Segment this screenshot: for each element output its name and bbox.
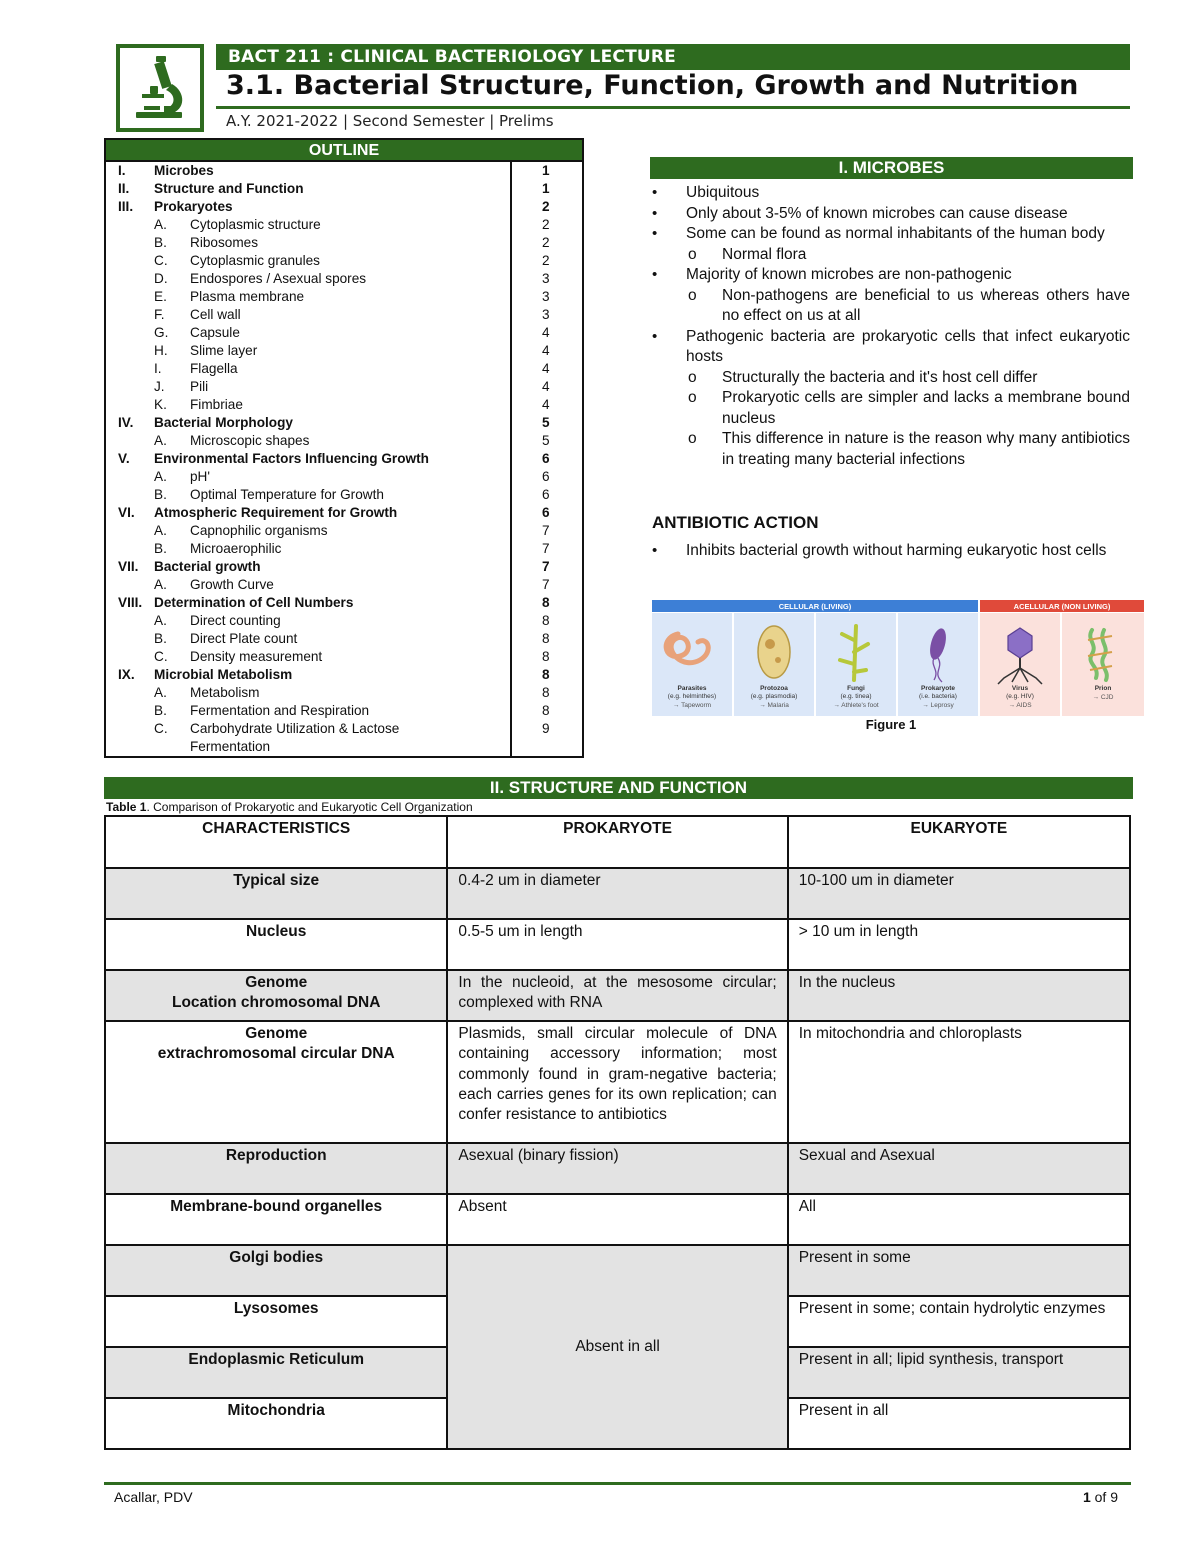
- outline-item: [106, 504, 582, 522]
- outline-item-title: Capsule: [190, 325, 240, 340]
- figure-caption: Figure 1: [865, 717, 917, 732]
- eukaryote-cell: Present in some: [788, 1245, 1130, 1296]
- outline-item: [106, 360, 582, 378]
- outline-item-page: 8: [542, 667, 550, 682]
- outline-item: [106, 594, 582, 612]
- outline-item-page: 3: [542, 307, 550, 322]
- bullet-item: • Only about 3-5% of known microbes can cause disease: [652, 204, 1130, 225]
- table-row: [105, 1143, 1130, 1194]
- outline-item-page: 9: [542, 721, 550, 736]
- outline-item-number: VIII.: [118, 595, 143, 610]
- eukaryote-cell: In the nucleus: [788, 970, 1130, 1021]
- outline-item: [106, 324, 582, 342]
- figure-panel-example: (e.g. HIV): [1006, 693, 1034, 700]
- outline-item: [106, 630, 582, 648]
- outline-heading: OUTLINE: [106, 140, 582, 162]
- page-number: [1083, 1489, 1118, 1505]
- figure-panel-example: (e.g. plasmodia): [750, 693, 798, 700]
- microscope-icon: [120, 48, 200, 128]
- outline-item: [106, 450, 582, 468]
- outline-item: [106, 234, 582, 252]
- outline-item-title: Plasma membrane: [190, 289, 305, 304]
- outline-list: [106, 162, 582, 756]
- outline-item: [106, 306, 582, 324]
- outline-item-number: D.: [154, 271, 168, 286]
- prokaryote-cell: 0.4-2 um in diameter: [447, 868, 787, 919]
- page-subtitle: A.Y. 2021-2022 | Second Semester | Prelims: [226, 112, 554, 130]
- eukaryote-cell: Sexual and Asexual: [788, 1143, 1130, 1194]
- outline-item-title: Determination of Cell Numbers: [154, 595, 354, 610]
- outline-item: [106, 576, 582, 594]
- outline-item-title: Microbes: [154, 163, 214, 178]
- outline-item-number: C.: [154, 253, 168, 268]
- outline-item-number: A.: [154, 577, 167, 592]
- outline-item-number: E.: [154, 289, 167, 304]
- outline-item-title: Pili: [190, 379, 209, 394]
- outline-item: [106, 612, 582, 630]
- bullet-item: • Ubiquitous: [652, 183, 1130, 204]
- sub-bullet-item: o Structurally the bacteria and it's host cell differ: [652, 368, 1130, 389]
- outline-item-page: 8: [542, 613, 550, 628]
- outline-item: [106, 702, 582, 720]
- outline-item-page: 8: [542, 631, 550, 646]
- outline-item-page: 2: [542, 199, 550, 214]
- prokaryote-merged-cell: Absent in all: [447, 1245, 787, 1449]
- outline-item: [106, 162, 582, 180]
- column-header: CHARACTERISTICS: [105, 816, 447, 868]
- eukaryote-cell: All: [788, 1194, 1130, 1245]
- outline-item-page: 1: [542, 181, 550, 196]
- figure-panel-name: Prion: [1094, 685, 1112, 692]
- outline-item-page: 5: [542, 415, 550, 430]
- section-structure-heading: II. STRUCTURE AND FUNCTION: [104, 777, 1133, 799]
- outline-item-title: Microscopic shapes: [190, 433, 310, 448]
- sub-bullet-item: o Normal flora: [652, 245, 1130, 266]
- outline-item-title: Slime layer: [190, 343, 258, 358]
- outline-item-page: 7: [542, 559, 550, 574]
- title-rule: [216, 106, 1130, 109]
- outline-item-number: B.: [154, 235, 167, 250]
- outline-item-title: Direct Plate count: [190, 631, 298, 646]
- outline-item: [106, 720, 582, 738]
- outline-item: [106, 648, 582, 666]
- outline-item-title: Growth Curve: [190, 577, 274, 592]
- outline-item-page: 5: [542, 433, 550, 448]
- outline-item-number: VII.: [118, 559, 139, 574]
- outline-item-number: III.: [118, 199, 134, 214]
- antibiotic-bullet-list: [652, 541, 1130, 562]
- page-title: 3.1. Bacterial Structure, Function, Growth and Nutrition: [226, 70, 1079, 101]
- course-banner: BACT 211 : CLINICAL BACTERIOLOGY LECTURE: [216, 44, 1130, 70]
- outline-item-title: Cytoplasmic structure: [190, 217, 321, 232]
- outline-item-number: B.: [154, 487, 167, 502]
- outline-item: [106, 486, 582, 504]
- table-header-row: [105, 816, 1130, 868]
- outline-item: [106, 216, 582, 234]
- figure-panel-name: Fungi: [847, 685, 865, 692]
- figure-panel-disease: → Athlete's foot: [833, 702, 879, 709]
- outline-item-page: 6: [542, 487, 550, 502]
- bullet-item: • Some can be found as normal inhabitants of the human body: [652, 224, 1130, 245]
- bullet-item: • Inhibits bacterial growth without harming eukaryotic host cells: [652, 541, 1130, 562]
- sub-bullet-item: o Prokaryotic cells are simpler and lacks a membrane bound nucleus: [652, 388, 1130, 429]
- outline-item-number: VI.: [118, 505, 135, 520]
- prokaryote-cell: Absent: [447, 1194, 787, 1245]
- outline-item-number: K.: [154, 397, 167, 412]
- figure-panel-name: Prokaryote: [921, 685, 955, 692]
- outline-item: [106, 432, 582, 450]
- row-characteristic-line1: Genome: [245, 1025, 308, 1042]
- outline-item-title: Prokaryotes: [154, 199, 233, 214]
- outline-item: [106, 378, 582, 396]
- outline-item-number: A.: [154, 469, 167, 484]
- outline-item-title: pH': [190, 469, 210, 484]
- eukaryote-cell: Present in all: [788, 1398, 1130, 1449]
- bullet-item: • Majority of known microbes are non-pathogenic: [652, 265, 1130, 286]
- outline-item-number: A.: [154, 523, 167, 538]
- outline-item: [106, 684, 582, 702]
- figure-panel-disease: → Leprosy: [922, 702, 954, 709]
- outline-item-title: Structure and Function: [154, 181, 304, 196]
- outline-item: [106, 522, 582, 540]
- outline-item-title: Bacterial growth: [154, 559, 261, 574]
- outline-item-page: 8: [542, 595, 550, 610]
- section-microbes-heading: I. MICROBES: [650, 157, 1133, 179]
- sub-bullet-item: o This difference in nature is the reason why many antibiotics in treating many bacterial infections: [652, 429, 1130, 470]
- outline-item: [106, 270, 582, 288]
- figure-microbe-types: [652, 600, 1144, 716]
- eukaryote-cell: In mitochondria and chloroplasts: [788, 1021, 1130, 1143]
- outline-item-page: 8: [542, 649, 550, 664]
- row-characteristic: Typical size: [105, 868, 447, 919]
- outline-item-page: 7: [542, 541, 550, 556]
- logo: [116, 44, 204, 132]
- row-characteristic: Nucleus: [105, 919, 447, 970]
- outline-item-page: 6: [542, 505, 550, 520]
- outline-box: [104, 138, 584, 758]
- outline-item: [106, 396, 582, 414]
- outline-item-number: V.: [118, 451, 130, 466]
- outline-item-title: Microbial Metabolism: [154, 667, 293, 682]
- outline-item-title: Metabolism: [190, 685, 260, 700]
- eukaryote-cell: Present in some; contain hydrolytic enzymes: [788, 1296, 1130, 1347]
- outline-item: [106, 252, 582, 270]
- outline-item-number: J.: [154, 379, 165, 394]
- outline-item-title: Flagella: [190, 361, 238, 376]
- outline-item-number: IV.: [118, 415, 134, 430]
- outline-item-title: Bacterial Morphology: [154, 415, 293, 430]
- current-page: 1: [1082, 1489, 1091, 1505]
- figure-panel-disease: → Tapeworm: [672, 702, 712, 709]
- table-caption-text: . Comparison of Prokaryotic and Eukaryotic Cell Organization: [146, 800, 473, 814]
- protozoa-icon: [758, 626, 790, 678]
- outline-item-number: C.: [154, 649, 168, 664]
- figure-panel-example: (i.e. bacteria): [919, 693, 957, 700]
- row-characteristic-line2: extrachromosomal circular DNA: [157, 1045, 395, 1063]
- outline-item-title: Cytoplasmic granules: [190, 253, 320, 268]
- outline-item-title: Fimbriae: [190, 397, 243, 412]
- outline-item-number: B.: [154, 703, 167, 718]
- outline-item-title: Environmental Factors Influencing Growth: [154, 451, 429, 466]
- column-header: PROKARYOTE: [447, 816, 787, 868]
- row-characteristic: Endoplasmic Reticulum: [105, 1347, 447, 1398]
- figure-panel-example: (e.g. tinea): [840, 693, 872, 700]
- outline-item-page: 1: [542, 163, 550, 178]
- figure-panel-name: Virus: [1011, 685, 1029, 692]
- eukaryote-cell: > 10 um in length: [788, 919, 1130, 970]
- outline-item: [106, 738, 582, 756]
- outline-item-page: 7: [542, 523, 550, 538]
- outline-item-title: Microaerophilic: [190, 541, 282, 556]
- outline-item-title: Density measurement: [190, 649, 323, 664]
- outline-item: [106, 666, 582, 684]
- table-row: [105, 970, 1130, 1021]
- row-characteristic: Reproduction: [105, 1143, 447, 1194]
- outline-item-title: Optimal Temperature for Growth: [190, 487, 384, 502]
- outline-item-number: G.: [154, 325, 169, 340]
- prokaryote-cell: 0.5-5 um in length: [447, 919, 787, 970]
- outline-item-number: II.: [118, 181, 130, 196]
- outline-item-number: A.: [154, 433, 167, 448]
- outline-item-page: 4: [542, 379, 550, 394]
- footer-rule: [104, 1482, 1131, 1485]
- outline-item-page: 6: [542, 451, 550, 466]
- outline-item-number: A.: [154, 613, 167, 628]
- prokaryote-cell: Asexual (binary fission): [447, 1143, 787, 1194]
- outline-item-page: 2: [542, 253, 550, 268]
- table-row: [105, 868, 1130, 919]
- outline-item-title: Cell wall: [190, 307, 241, 322]
- outline-item-title: Carbohydrate Utilization & Lactose: [190, 721, 400, 736]
- prokaryote-cell: In the nucleoid, at the mesosome circular; complexed with RNA: [447, 970, 787, 1021]
- antibiotic-action-heading: ANTIBIOTIC ACTION: [652, 513, 819, 532]
- prokaryote-cell: Plasmids, small circular molecule of DNA containing accessory information; most commonly found in gram-negative bacteria; each carries genes for its own replication; can confer resistance to antibiotics: [447, 1021, 787, 1143]
- outline-item-number: B.: [154, 541, 167, 556]
- outline-item: [106, 558, 582, 576]
- comparison-table: [104, 815, 1131, 1450]
- outline-item: [106, 414, 582, 432]
- row-characteristic: [105, 970, 447, 1021]
- footer-author: Acallar, PDV: [114, 1489, 193, 1505]
- row-characteristic: Golgi bodies: [105, 1245, 447, 1296]
- cellular-label: CELLULAR (LIVING): [778, 602, 852, 611]
- eukaryote-cell: 10-100 um in diameter: [788, 868, 1130, 919]
- outline-item: [106, 198, 582, 216]
- figure-panel-example: (e.g. helminthes): [667, 693, 717, 700]
- outline-item-number: I.: [118, 163, 126, 178]
- outline-item: [106, 288, 582, 306]
- outline-item-page: 2: [542, 235, 550, 250]
- outline-item: [106, 468, 582, 486]
- row-characteristic: [105, 1021, 447, 1143]
- outline-item-title: Atmospheric Requirement for Growth: [154, 505, 398, 520]
- table-row: [105, 1245, 1130, 1296]
- figure-panel-name: Parasites: [677, 685, 707, 692]
- outline-item-title: Direct counting: [190, 613, 281, 628]
- outline-item-page: 8: [542, 703, 550, 718]
- panel-prokaryote: [898, 613, 978, 716]
- figure-panel-disease: → CJD: [1092, 694, 1114, 701]
- microbes-bullet-list: [652, 183, 1130, 470]
- outline-item-page: 6: [542, 469, 550, 484]
- row-characteristic: Mitochondria: [105, 1398, 447, 1449]
- outline-item-title: Fermentation and Respiration: [190, 703, 370, 718]
- table-row: [105, 1021, 1130, 1143]
- outline-item: [106, 540, 582, 558]
- outline-item-number: I.: [154, 361, 162, 376]
- bullet-item: • Pathogenic bacteria are prokaryotic cells that infect eukaryotic hosts: [652, 327, 1130, 368]
- outline-item-number: C.: [154, 721, 168, 736]
- eukaryote-cell: Present in all; lipid synthesis, transport: [788, 1347, 1130, 1398]
- page-total: of 9: [1094, 1489, 1118, 1505]
- outline-item: [106, 180, 582, 198]
- outline-item-page: 4: [542, 343, 550, 358]
- outline-item-page: 4: [542, 325, 550, 340]
- table-caption: [106, 800, 473, 814]
- table-caption-label: Table 1: [106, 800, 147, 814]
- outline-item-title: Ribosomes: [190, 235, 258, 250]
- table-row: [105, 1194, 1130, 1245]
- column-header: EUKARYOTE: [788, 816, 1130, 868]
- outline-item-number: H.: [154, 343, 168, 358]
- outline-item-title: Fermentation: [190, 739, 271, 754]
- row-characteristic-line1: Genome: [245, 974, 308, 991]
- figure-panel-disease: → Malaria: [759, 702, 789, 709]
- outline-item-page: 3: [542, 271, 550, 286]
- outline-item-number: A.: [154, 685, 167, 700]
- outline-item-number: IX.: [118, 667, 135, 682]
- outline-item-page: 4: [542, 361, 550, 376]
- figure-panel-disease: → AIDS: [1008, 702, 1032, 709]
- outline-item: [106, 342, 582, 360]
- table-row: [105, 919, 1130, 970]
- outline-item-page: 2: [542, 217, 550, 232]
- outline-item-number: F.: [154, 307, 165, 322]
- row-characteristic-line2: Location chromosomal DNA: [172, 994, 381, 1012]
- outline-item-page: 3: [542, 289, 550, 304]
- row-characteristic: Lysosomes: [105, 1296, 447, 1347]
- outline-item-page: 4: [542, 397, 550, 412]
- outline-item-number: B.: [154, 631, 167, 646]
- outline-item-title: Endospores / Asexual spores: [190, 271, 367, 286]
- outline-item-page: 7: [542, 577, 550, 592]
- outline-item-page: 8: [542, 685, 550, 700]
- outline-item-number: A.: [154, 217, 167, 232]
- figure-panel-name: Protozoa: [760, 685, 788, 692]
- sub-bullet-item: o Non-pathogens are beneficial to us whereas others have no effect on us at all: [652, 286, 1130, 327]
- row-characteristic: Membrane-bound organelles: [105, 1194, 447, 1245]
- acellular-label: ACELLULAR (NON LIVING): [1013, 602, 1111, 611]
- outline-item-title: Capnophilic organisms: [190, 523, 328, 538]
